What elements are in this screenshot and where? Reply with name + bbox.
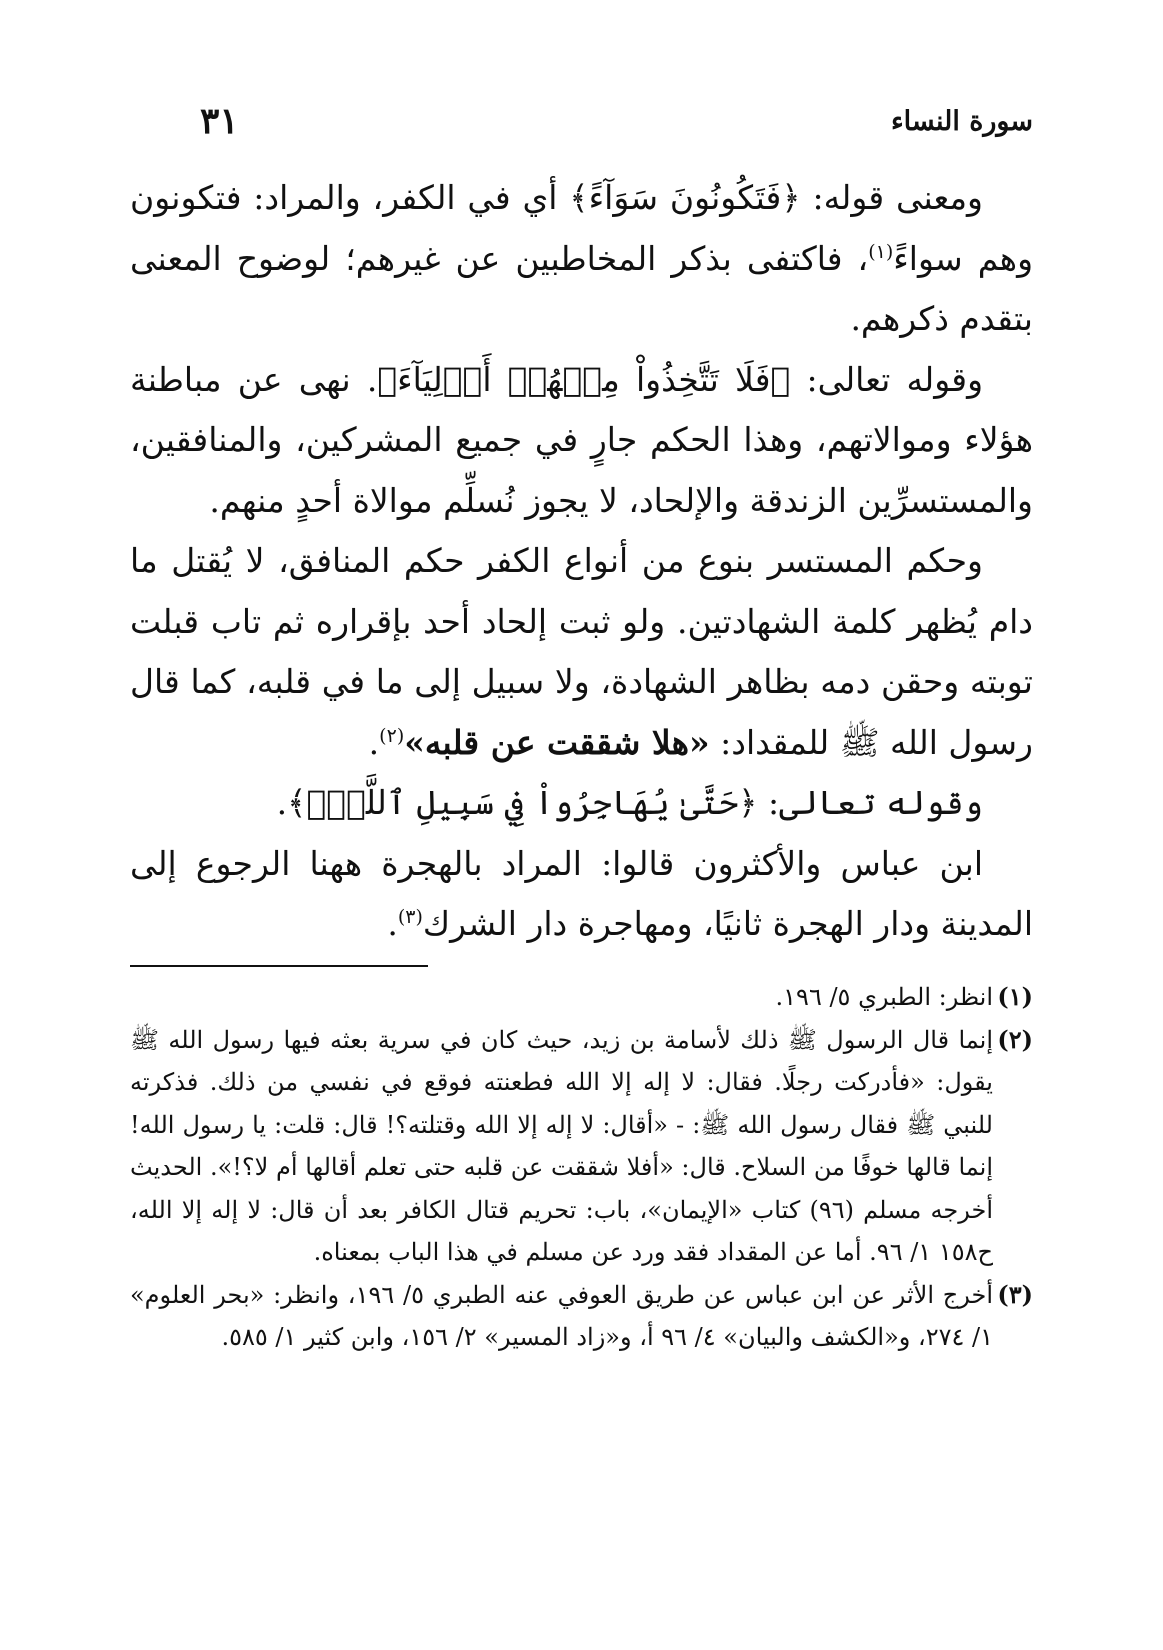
text-run: وقوله تعالى:: [790, 359, 983, 399]
footnotes: [130, 976, 1033, 1359]
text-run: وحكم المستسر بنوع من أنواع الكفر حكم المنافق، لا يُقتل ما دام يُظهر كلمة الشهادتين. ولو ثبت إلحاد أحد بإقراره ثم تاب قبلت توبته وحقن دمه بظاهر الشهادة، ولا سبيل إلى ما في قلبه، كما قال رسول الله ﷺ للمقداد:: [130, 541, 1033, 762]
paragraph-4: [130, 773, 1033, 834]
text-run: ، فاكتفى بذكر المخاطبين عن غيرهم؛ لوضوح المعنى بتقدم ذكرهم.: [130, 238, 1033, 338]
text-run: وقوله تعالى:: [757, 783, 983, 822]
footnote-text: إنما قال الرسول ﷺ ذلك لأسامة بن زيد، حيث كان في سرية بعثه فيها رسول الله ﷺ يقول: «فأدركت رجلًا. فقال: لا إله إلا الله فطعنته فوقع في نفسي من ذلك. فذكرته للنبي ﷺ فقال رسول الله ﷺ: - «أقال: لا إله إلا الله وقتلته؟! قال: قلت: يا رسول الله! إنما قالها خوفًا من السلاح. قال: «أفلا شققت عن قلبه حتى تعلم أقالها أم لا؟!». الحديث أخرجه مسلم (٩٦) كتاب «الإيمان»، باب: تحريم قتال الكافر بعد أن قال: لا إله إلا الله، ح١٥٨ ١/ ٩٦. أما عن المقداد فقد ورد عن مسلم في هذا الباب بمعناه.: [130, 1025, 993, 1266]
paragraph-3: [130, 531, 1033, 773]
footnote-text: انظر: الطبري ٥/ ١٩٦.: [775, 983, 993, 1011]
surah-title: سورة النساء: [890, 106, 1033, 137]
footnote-ref-1: (١): [868, 240, 894, 263]
text-run: ابن عباس والأكثرون قالوا: المراد بالهجرة ههنا الرجوع إلى المدينة ودار الهجرة ثانيًا، ومهاجرة دار الشرك: [130, 843, 1033, 943]
main-text: [130, 168, 1033, 955]
quran-quote: ﴿فَلَا تَتَّخِذُواْ مِنۡهُمۡ أَوۡلِيَآءَ﴾: [377, 359, 791, 399]
footnote-number: (٣): [997, 1279, 1033, 1309]
text-run: .: [368, 722, 380, 762]
footnote-number: (٢): [997, 1024, 1033, 1054]
text-run: ومعنى قوله:: [800, 178, 983, 217]
footnote-number: (١): [997, 982, 1033, 1011]
quran-quote: ﴿فَتَكُونُونَ سَوَآءً﴾: [569, 178, 801, 217]
paragraph-1: [130, 168, 1033, 350]
hadith-quote: «هلا شققت عن قلبه»: [404, 722, 710, 762]
footnote-divider: [130, 965, 428, 967]
text-run: أي في الكفر، والمراد: فتكونون وهم سواءً: [130, 178, 1033, 278]
footnote-2: [130, 1019, 1033, 1274]
page-header: [130, 100, 1033, 156]
text-run: . نهى عن مباطنة هؤلاء وموالاتهم، وهذا الحكم جارٍ في جميع المشركين، والمنافقين، والمستسرِّين الزندقة والإلحاد، لا يجوز نُسلِّم موالاة أحدٍ منهم.: [130, 359, 1033, 520]
footnote-3: [130, 1274, 1033, 1359]
paragraph-2: [130, 350, 1033, 532]
paragraph-5: [130, 834, 1033, 955]
quran-quote: ﴿حَتَّىٰ يُهَاجِرُواْ فِي سَبِيلِ ٱللَّهِۚ﴾: [287, 783, 758, 822]
footnote-text: أخرج الأثر عن ابن عباس عن طريق العوفي عنه الطبري ٥/ ١٩٦، وانظر: «بحر العلوم» ١/ ٢٧٤، و«الكشف والبيان» ٤/ ٩٦ أ، و«زاد المسير» ٢/ ١٥٦، وابن كثير ١/ ٥٨٥.: [130, 1280, 993, 1351]
footnote-ref-3: (٣): [397, 906, 423, 928]
text-run: .: [387, 904, 398, 943]
footnote-ref-2: (٢): [379, 724, 405, 747]
page-number: ٣١: [200, 100, 239, 142]
footnote-1: [130, 976, 1033, 1019]
text-run: .: [276, 783, 288, 822]
